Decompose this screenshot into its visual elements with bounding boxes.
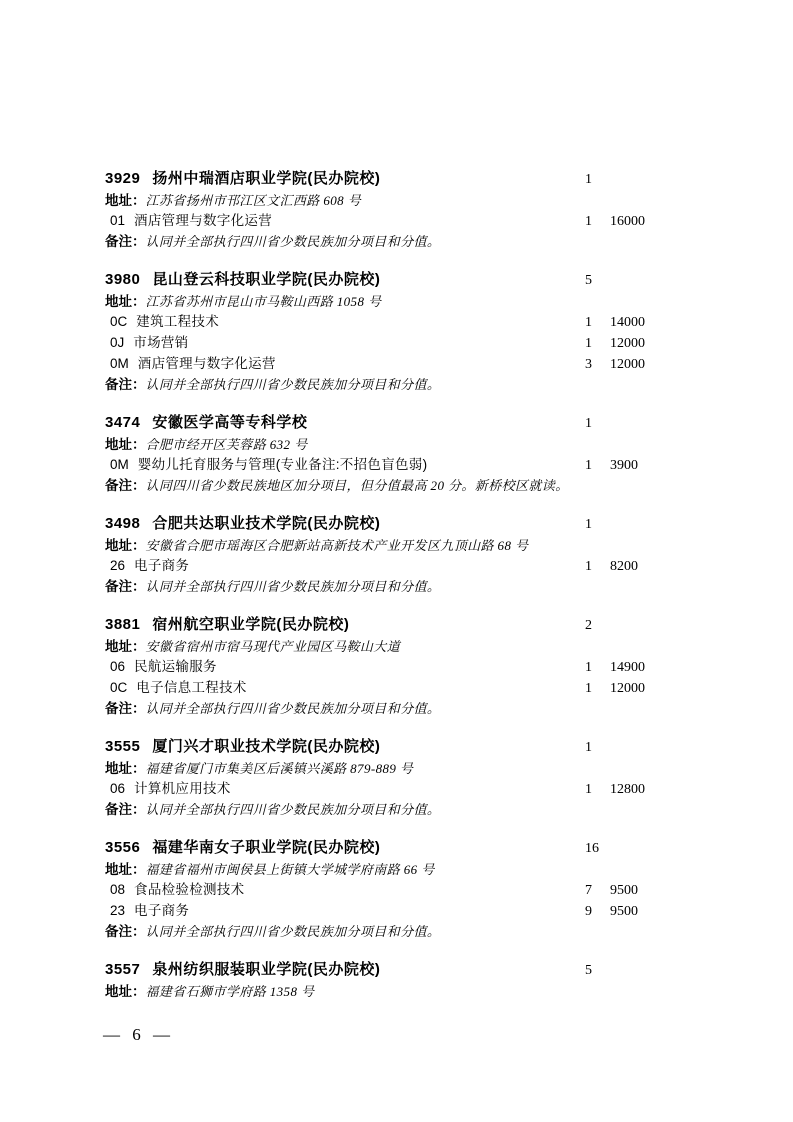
page-number: — 6 — xyxy=(103,1025,170,1044)
major-code: 0C xyxy=(110,680,128,695)
major-count: 1 xyxy=(585,214,592,229)
major-name: 电子商务 xyxy=(134,903,190,918)
major-count: 9 xyxy=(585,904,592,919)
major-name: 酒店管理与数字化运营 xyxy=(134,213,273,228)
major-row xyxy=(105,880,661,901)
school-plan-count: 1 xyxy=(585,416,592,431)
major-count: 1 xyxy=(585,681,592,696)
address-row xyxy=(105,759,661,779)
major-code: 23 xyxy=(110,903,126,918)
major-count: 1 xyxy=(585,458,592,473)
major-row xyxy=(105,901,661,922)
remark-row xyxy=(105,375,661,395)
major-code: 0M xyxy=(110,356,129,371)
school-name: 合肥共达职业技术学院(民办院校) xyxy=(152,515,381,532)
school-header xyxy=(105,958,661,982)
school-code: 3556 xyxy=(105,839,141,856)
page-footer xyxy=(103,1025,170,1045)
address-label: 地址： xyxy=(105,639,146,654)
major-code: 0M xyxy=(110,457,129,472)
remark-label: 备注： xyxy=(105,802,146,817)
school-name: 福建华南女子职业学院(民办院校) xyxy=(152,839,381,856)
school-plan-count: 1 xyxy=(585,740,592,755)
school-name: 宿州航空职业学院(民办院校) xyxy=(152,616,350,633)
school-name: 泉州纺织服装职业学院(民办院校) xyxy=(152,961,381,978)
school-code: 3555 xyxy=(105,738,141,755)
major-row xyxy=(105,354,661,375)
school-plan-count: 2 xyxy=(585,618,592,633)
school-header xyxy=(105,735,661,759)
school-plan-count: 16 xyxy=(585,841,599,856)
major-row xyxy=(105,312,661,333)
school-block xyxy=(105,411,661,496)
address-label: 地址： xyxy=(105,437,146,452)
address-label: 地址： xyxy=(105,984,146,999)
school-plan-count: 5 xyxy=(585,963,592,978)
remark-label: 备注： xyxy=(105,579,146,594)
remark-text: 认同并全部执行四川省少数民族加分项目和分值。 xyxy=(145,377,441,392)
major-code: 08 xyxy=(110,882,126,897)
address-text: 合肥市经开区芙蓉路 632 号 xyxy=(145,437,308,452)
remark-label: 备注： xyxy=(105,234,146,249)
school-plan-count: 5 xyxy=(585,273,592,288)
major-fee: 9500 xyxy=(610,883,638,898)
major-fee: 16000 xyxy=(610,214,645,229)
major-row xyxy=(105,556,661,577)
address-text: 福建省福州市闽侯县上街镇大学城学府南路 66 号 xyxy=(145,862,435,877)
address-text: 江苏省扬州市邗江区文汇西路 608 号 xyxy=(145,193,362,208)
remark-row xyxy=(105,699,661,719)
address-text: 安徽省合肥市瑶海区合肥新站高新技术产业开发区九顶山路 68 号 xyxy=(145,538,529,553)
remark-text: 认同并全部执行四川省少数民族加分项目和分值。 xyxy=(145,701,441,716)
school-code: 3980 xyxy=(105,271,141,288)
major-fee: 9500 xyxy=(610,904,638,919)
school-block xyxy=(105,268,661,395)
school-header xyxy=(105,512,661,536)
major-fee: 12800 xyxy=(610,782,645,797)
address-row xyxy=(105,536,661,556)
major-count: 3 xyxy=(585,357,592,372)
school-name: 扬州中瑞酒店职业学院(民办院校) xyxy=(152,170,381,187)
address-row xyxy=(105,860,661,880)
address-text: 安徽省宿州市宿马现代产业园区马鞍山大道 xyxy=(145,639,401,654)
remark-label: 备注： xyxy=(105,701,146,716)
school-code: 3881 xyxy=(105,616,141,633)
remark-text: 认同四川省少数民族地区加分项目，但分值最高 20 分。新桥校区就读。 xyxy=(145,478,569,493)
major-count: 1 xyxy=(585,559,592,574)
school-block xyxy=(105,735,661,820)
major-row xyxy=(105,211,661,232)
address-label: 地址： xyxy=(105,538,146,553)
major-count: 1 xyxy=(585,782,592,797)
address-label: 地址： xyxy=(105,761,146,776)
major-code: 06 xyxy=(110,781,126,796)
school-header xyxy=(105,836,661,860)
major-row xyxy=(105,455,661,476)
remark-label: 备注： xyxy=(105,377,146,392)
major-row xyxy=(105,678,661,699)
school-block xyxy=(105,958,661,1002)
remark-row xyxy=(105,476,661,496)
address-row xyxy=(105,637,661,657)
major-fee: 3900 xyxy=(610,458,638,473)
major-name: 电子商务 xyxy=(134,558,190,573)
address-row xyxy=(105,435,661,455)
remark-row xyxy=(105,922,661,942)
major-fee: 8200 xyxy=(610,559,638,574)
address-row xyxy=(105,982,661,1002)
school-plan-count: 1 xyxy=(585,517,592,532)
address-row xyxy=(105,191,661,211)
major-fee: 14000 xyxy=(610,315,645,330)
address-text: 江苏省苏州市昆山市马鞍山西路 1058 号 xyxy=(145,294,382,309)
address-row xyxy=(105,292,661,312)
major-row xyxy=(105,657,661,678)
major-count: 1 xyxy=(585,660,592,675)
address-label: 地址： xyxy=(105,862,146,877)
school-block xyxy=(105,167,661,252)
major-name: 建筑工程技术 xyxy=(136,314,220,329)
major-name: 市场营销 xyxy=(133,335,189,350)
major-count: 1 xyxy=(585,315,592,330)
school-list xyxy=(105,167,661,1018)
school-block xyxy=(105,836,661,942)
remark-text: 认同并全部执行四川省少数民族加分项目和分值。 xyxy=(145,234,441,249)
school-block xyxy=(105,512,661,597)
major-fee: 12000 xyxy=(610,357,645,372)
school-plan-count: 1 xyxy=(585,172,592,187)
remark-row xyxy=(105,232,661,252)
school-header xyxy=(105,268,661,292)
major-fee: 12000 xyxy=(610,336,645,351)
school-name: 厦门兴才职业技术学院(民办院校) xyxy=(152,738,381,755)
remark-row xyxy=(105,800,661,820)
school-header xyxy=(105,167,661,191)
remark-text: 认同并全部执行四川省少数民族加分项目和分值。 xyxy=(145,579,441,594)
major-code: 01 xyxy=(110,213,126,228)
school-header xyxy=(105,613,661,637)
major-fee: 14900 xyxy=(610,660,645,675)
school-block xyxy=(105,613,661,719)
address-label: 地址： xyxy=(105,294,146,309)
school-code: 3474 xyxy=(105,414,141,431)
address-text: 福建省厦门市集美区后溪镇兴溪路 879-889 号 xyxy=(145,761,414,776)
remark-label: 备注： xyxy=(105,478,146,493)
school-code: 3557 xyxy=(105,961,141,978)
major-name: 计算机应用技术 xyxy=(134,781,231,796)
address-text: 福建省石狮市学府路 1358 号 xyxy=(145,984,315,999)
major-code: 26 xyxy=(110,558,126,573)
school-code: 3498 xyxy=(105,515,141,532)
school-header xyxy=(105,411,661,435)
remark-label: 备注： xyxy=(105,924,146,939)
major-row xyxy=(105,333,661,354)
major-row xyxy=(105,779,661,800)
major-name: 电子信息工程技术 xyxy=(136,680,247,695)
major-name: 食品检验检测技术 xyxy=(134,882,245,897)
remark-row xyxy=(105,577,661,597)
school-name: 昆山登云科技职业学院(民办院校) xyxy=(152,271,381,288)
major-name: 婴幼儿托育服务与管理(专业备注:不招色盲色弱) xyxy=(137,457,428,472)
major-name: 酒店管理与数字化运营 xyxy=(137,356,276,371)
major-code: 0C xyxy=(110,314,128,329)
address-label: 地址： xyxy=(105,193,146,208)
major-code: 0J xyxy=(110,335,125,350)
major-count: 7 xyxy=(585,883,592,898)
major-code: 06 xyxy=(110,659,126,674)
major-count: 1 xyxy=(585,336,592,351)
school-name: 安徽医学高等专科学校 xyxy=(152,414,308,431)
school-code: 3929 xyxy=(105,170,141,187)
remark-text: 认同并全部执行四川省少数民族加分项目和分值。 xyxy=(145,802,441,817)
major-fee: 12000 xyxy=(610,681,645,696)
remark-text: 认同并全部执行四川省少数民族加分项目和分值。 xyxy=(145,924,441,939)
major-name: 民航运输服务 xyxy=(134,659,217,674)
